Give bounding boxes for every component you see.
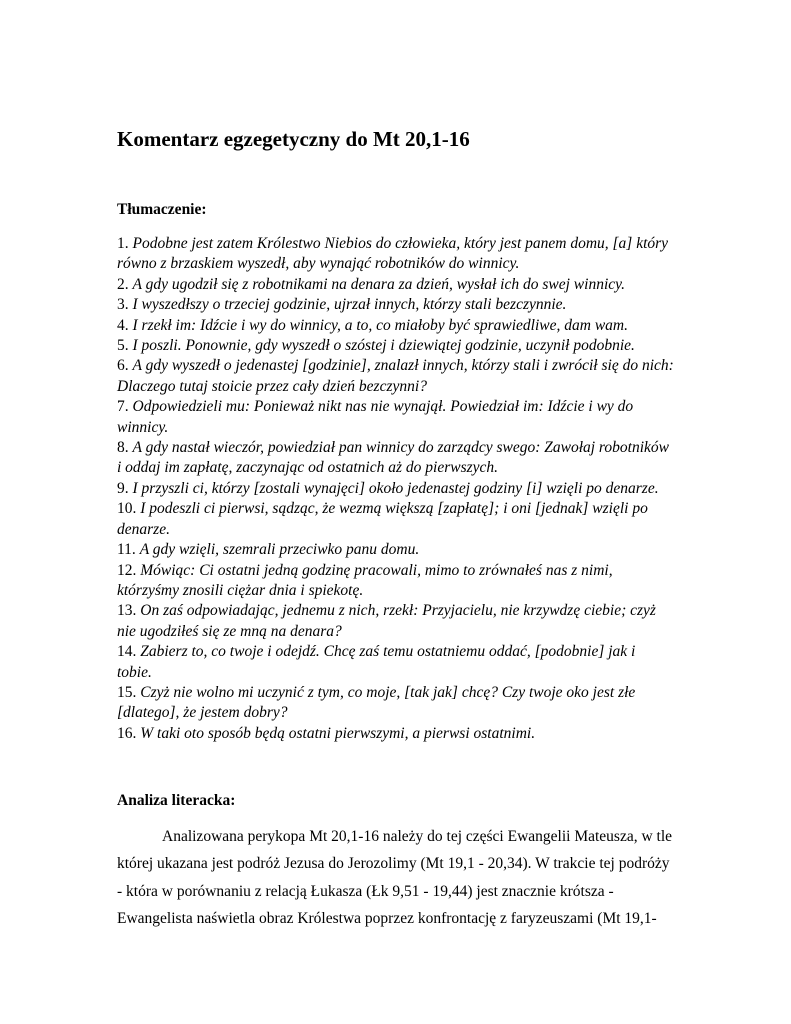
verse-text: A gdy wzięli, szemrali przeciwko panu domu. [139, 541, 420, 559]
verse-line [117, 663, 697, 683]
verse-text: nie ugodziłeś się ze mną na denara? [117, 622, 342, 640]
verse-number: 16. [117, 724, 141, 742]
verse-line [117, 295, 697, 315]
verse-text: I wyszedłszy o trzeciej godzinie, ujrzał innych, którzy stali bezczynnie. [132, 296, 567, 314]
verse-text: I poszli. Ponownie, gdy wyszedł o szóstej i dziewiątej godzinie, uczynił podobnie. [132, 337, 635, 355]
verse-11 [117, 540, 697, 560]
verse-15 [117, 683, 697, 724]
verse-7 [117, 397, 697, 438]
verse-text: Odpowiedzieli mu: Ponieważ nikt nas nie wynajął. Powiedział im: Idźcie i wy do [132, 398, 634, 416]
verse-number: 12. [117, 561, 141, 579]
verse-text: denarze. [117, 520, 170, 538]
verse-line [117, 683, 697, 703]
verse-number: 5. [117, 337, 133, 355]
verse-line [117, 479, 697, 499]
verse-4 [117, 316, 697, 336]
verse-text: Zabierz to, co twoje i odejdź. Chcę zaś temu ostatniemu oddać, [podobnie] jak i [140, 643, 636, 661]
analysis-heading: Analiza literacka: [117, 792, 236, 809]
verse-line [117, 520, 697, 540]
verse-number: 14. [117, 643, 141, 661]
verse-text: Czyż nie wolno mi uczynić z tym, co moje, [tak jak] chcę? Czy twoje oko jest złe [140, 683, 636, 701]
verse-5 [117, 336, 697, 356]
verse-text: [dlatego], że jestem dobry? [117, 704, 288, 722]
verse-text: I podeszli ci pierwsi, sądząc, że wezmą większą [zapłatę]; i oni [jednak] wzięli po [140, 500, 648, 518]
verse-text: winnicy. [117, 418, 169, 436]
verse-9 [117, 479, 697, 499]
verse-line [117, 703, 697, 723]
verse-line [117, 622, 697, 642]
verse-line [117, 316, 697, 336]
verse-number: 1. [117, 235, 133, 252]
verse-number: 11. [117, 541, 140, 559]
verse-number: 8. [117, 439, 133, 457]
analysis-line: Ewangelista naświetla obraz Królestwa poprzez konfrontację z faryzeuszami (Mt 19,1- [117, 909, 657, 927]
verse-line [117, 397, 697, 417]
verse-line [117, 254, 697, 274]
verse-text: W taki oto sposób będą ostatni pierwszymi, a pierwsi ostatnimi. [140, 724, 536, 742]
verse-text: A gdy ugodził się z robotnikami na denara za dzień, wysłał ich do swej winnicy. [132, 275, 626, 293]
verse-number: 7. [117, 398, 133, 416]
verse-text: I rzekł im: Idźcie i wy do winnicy, a to, co miałoby być sprawiedliwe, dam wam. [132, 316, 628, 334]
verse-text: i oddaj im zapłatę, zaczynając od ostatnich aż do pierwszych. [117, 459, 499, 477]
analysis-paragraph [117, 823, 697, 932]
verse-1 [117, 234, 697, 275]
verse-line [117, 458, 697, 478]
verse-line [117, 336, 697, 356]
analysis-line: Analizowana perykopa Mt 20,1-16 należy do tej części Ewangelii Mateusza, w tle [162, 828, 673, 845]
verse-line [117, 377, 697, 397]
verse-number: 4. [117, 316, 133, 334]
verse-16 [117, 724, 697, 744]
verse-line [117, 234, 697, 254]
verse-text: A gdy nastał wieczór, powiedział pan winnicy do zarządcy swego: Zawołaj robotników [132, 439, 669, 457]
verse-8 [117, 438, 697, 479]
verse-line [117, 642, 697, 662]
verse-text: Mówiąc: Ci ostatni jedną godzinę pracowali, mimo to zrównałeś nas z nimi, [140, 561, 613, 579]
verse-line [117, 561, 697, 581]
verse-line [117, 356, 697, 376]
analysis-line: której ukazana jest podróż Jezusa do Jerozolimy (Mt 19,1 - 20,34). W trakcie tej podróży [117, 855, 670, 873]
verse-text: A gdy wyszedł o jedenastej [godzinie], znalazł innych, którzy stali i zwrócił się do nich: [132, 357, 674, 375]
verse-text: tobie. [117, 663, 152, 681]
verse-line [117, 499, 697, 519]
verse-line [117, 275, 697, 295]
verse-3 [117, 295, 697, 315]
verse-13 [117, 601, 697, 642]
verse-2 [117, 275, 697, 295]
verse-line [117, 724, 697, 744]
verse-text: którzyśmy znosili ciężar dnia i spiekotę. [117, 581, 364, 599]
verse-line [117, 438, 697, 458]
verse-14 [117, 642, 697, 683]
verse-number: 13. [117, 602, 141, 620]
verse-number: 3. [117, 296, 133, 314]
verse-list [117, 234, 697, 744]
verse-text: I przyszli ci, którzy [zostali wynajęci] około jedenastej godziny [i] wzięli po denarze. [132, 479, 659, 497]
verse-text: Podobne jest zatem Królestwo Niebios do człowieka, który jest panem domu, [a] który [132, 235, 669, 252]
document-title: Komentarz egzegetyczny do Mt 20,1-16 [117, 127, 470, 151]
verse-12 [117, 561, 697, 602]
verse-line [117, 601, 697, 621]
verse-number: 15. [117, 683, 141, 701]
verse-number: 6. [117, 357, 133, 375]
verse-line [117, 581, 697, 601]
verse-text: On zaś odpowiadając, jednemu z nich, rzekł: Przyjacielu, nie krzywdzę ciebie; czyż [140, 602, 656, 620]
verse-text: Dlaczego tutaj stoicie przez cały dzień bezczynni? [117, 377, 427, 395]
verse-line [117, 418, 697, 438]
verse-number: 10. [117, 500, 141, 518]
verse-number: 2. [117, 275, 133, 293]
verse-number: 9. [117, 479, 133, 497]
translation-heading: Tłumaczenie: [117, 201, 207, 218]
analysis-line: - która w porównaniu z relacją Łukasza (Łk 9,51 - 19,44) jest znacznie krótsza - [117, 882, 614, 900]
verse-line [117, 540, 697, 560]
verse-10 [117, 499, 697, 540]
verse-6 [117, 356, 697, 397]
verse-text: równo z brzaskiem wyszedł, aby wynająć robotników do winnicy. [117, 255, 520, 273]
